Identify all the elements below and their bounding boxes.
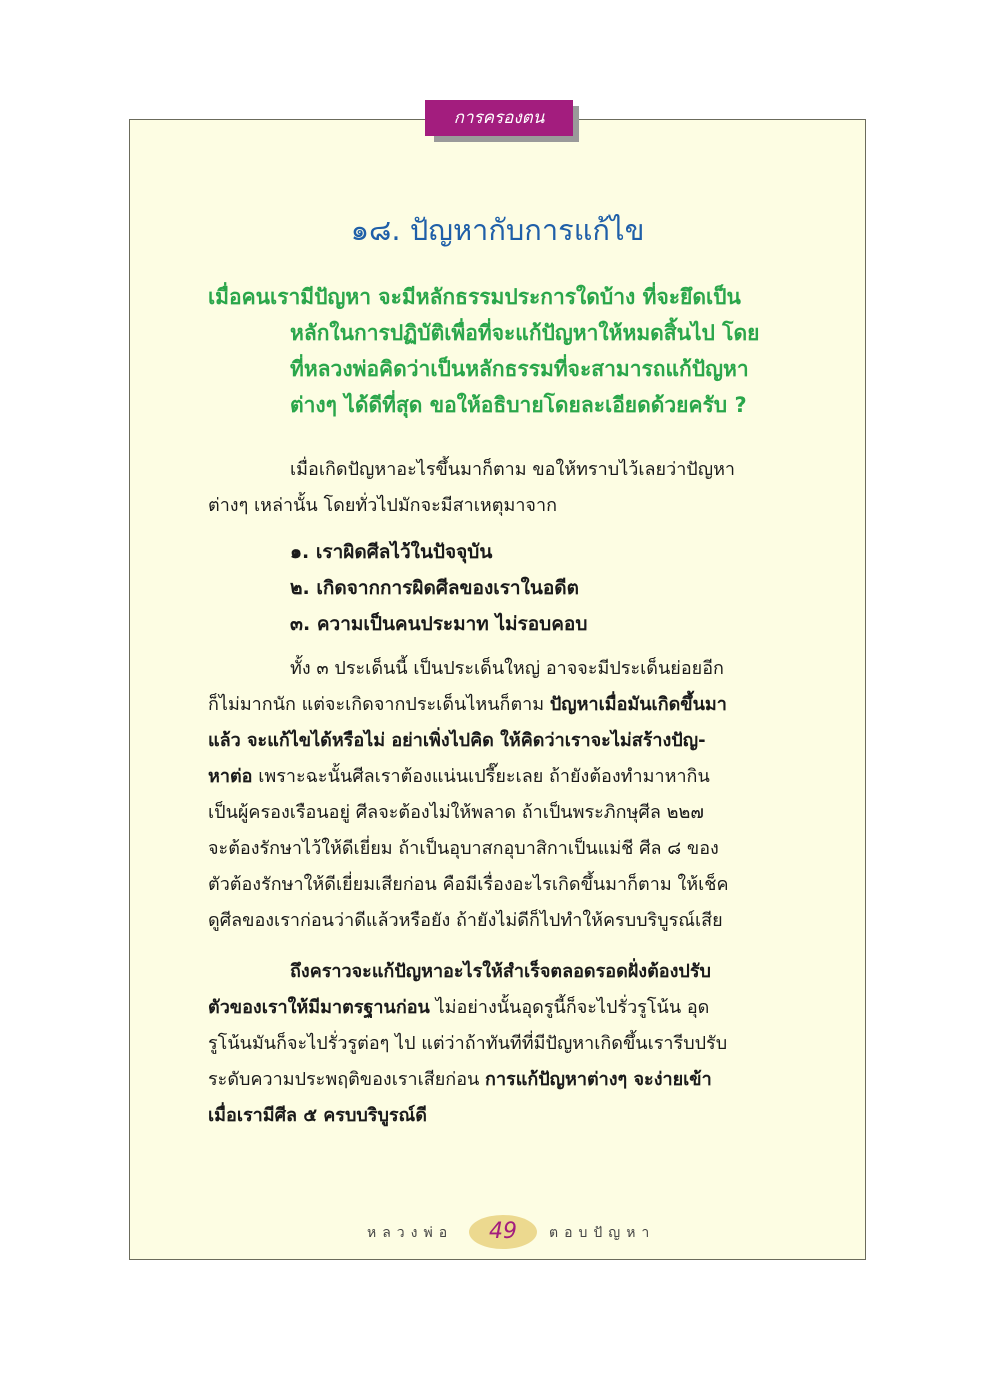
paragraph-explanation (208, 651, 793, 939)
question-line: หลักในการปฏิบัติเพื่อที่จะแก้ปัญหาให้หมดสิ้นไป โดย (290, 321, 760, 345)
question-line: เมื่อคนเรามีปัญหา จะมีหลักธรรมประการใดบ้าง ที่จะยึดเป็น (208, 285, 741, 309)
paragraph-intro (208, 452, 793, 524)
footer-book-title-left: หลวงพ่อ (367, 1225, 454, 1241)
list-item: ๑. เราผิดศีลไว้ในปัจจุบัน (290, 541, 493, 563)
chapter-title: ๑๘. ปัญหากับการแก้ไข (350, 213, 645, 247)
question-line: ที่หลวงพ่อคิดว่าเป็นหลักธรรมที่จะสามารถแก้ปัญหา (290, 357, 749, 381)
paragraph-line: ต่างๆ เหล่านั้น โดยทั่วไปมักจะมีสาเหตุมาจาก (208, 495, 557, 516)
paragraph-line: ดูศีลของเราก่อนว่าดีแล้วหรือยัง ถ้ายังไม่ดีก็ไปทำให้ครบบริบูรณ์เสีย (208, 910, 723, 931)
paragraph-line: แล้ว จะแก้ไขได้หรือไม่ อย่าเพิ่งไปคิด ให้คิดว่าเราจะไม่สร้างปัญ- (208, 730, 706, 751)
paragraph-line: จะต้องรักษาไว้ให้ดีเยี่ยม ถ้าเป็นอุบาสกอุบาสิกาเป็นแม่ชี ศีล ๘ ของ (208, 838, 719, 859)
page-footer (129, 1210, 866, 1254)
list-item: ๓. ความเป็นคนประมาท ไม่รอบคอบ (290, 613, 588, 635)
cause-list (290, 534, 587, 642)
list-item: ๒. เกิดจากการผิดศีลของเราในอดีต (290, 577, 579, 599)
question-line: ต่างๆ ได้ดีที่สุด ขอให้อธิบายโดยละเอียดด้วยครับ ? (290, 393, 747, 417)
page-number: 49 (469, 1215, 537, 1249)
bold-text-run: หาต่อ (208, 766, 253, 787)
text-run: ระดับความประพฤติของเราเสียก่อน (208, 1069, 486, 1090)
paragraph-line: เป็นผู้ครองเรือนอยู่ ศีลจะต้องไม่ให้พลาด ถ้าเป็นพระภิกษุศีล ๒๒๗ (208, 802, 704, 823)
text-run: ก็ไม่มากนัก แต่จะเกิดจากประเด็นไหนก็ตาม (208, 694, 550, 715)
paragraph-line (208, 1062, 793, 1098)
paragraph-line (208, 759, 793, 795)
section-tab: การครองตน (425, 100, 573, 136)
bold-text-run: ตัวของเราให้มีมาตรฐานก่อน (208, 997, 430, 1018)
paragraph-line: รูโน้นมันก็จะไปรั่วรูต่อๆ ไป แต่ว่าถ้าทันทีที่มีปัญหาเกิดขึ้นเรารีบปรับ (208, 1033, 728, 1054)
paragraph-line: ทั้ง ๓ ประเด็นนี้ เป็นประเด็นใหญ่ อาจจะมีประเด็นย่อยอีก (290, 658, 724, 679)
bold-text-run: ปัญหาเมื่อมันเกิดขึ้นมา (549, 694, 727, 715)
paragraph-line: ถึงคราวจะแก้ปัญหาอะไรให้สำเร็จตลอดรอดฝั่งต้องปรับ (290, 961, 711, 982)
paragraph-conclusion (208, 954, 793, 1134)
paragraph-line: ตัวต้องรักษาให้ดีเยี่ยมเสียก่อน คือมีเรื่องอะไรเกิดขึ้นมาก็ตาม ให้เช็ค (208, 874, 729, 895)
paragraph-line (208, 687, 793, 723)
text-run: เพราะฉะนั้นศีลเราต้องแน่นเปรี๊ยะเลย ถ้ายังต้องทำมาหากิน (252, 766, 710, 787)
paragraph-line: เมื่อเกิดปัญหาอะไรขึ้นมาก็ตาม ขอให้ทราบไว้เลยว่าปัญหา (290, 459, 736, 480)
question-block (208, 279, 793, 423)
paragraph-line (208, 990, 793, 1026)
text-run: ไม่อย่างนั้นอุดรูนี้ก็จะไปรั่วรูโน้น อุด (429, 997, 710, 1018)
footer-book-title-right: ตอบปัญหา (549, 1225, 656, 1241)
paragraph-line: เมื่อเรามีศีล ๕ ครบบริบูรณ์ดี (208, 1105, 427, 1126)
bold-text-run: การแก้ปัญหาต่างๆ จะง่ายเข้า (485, 1069, 712, 1090)
